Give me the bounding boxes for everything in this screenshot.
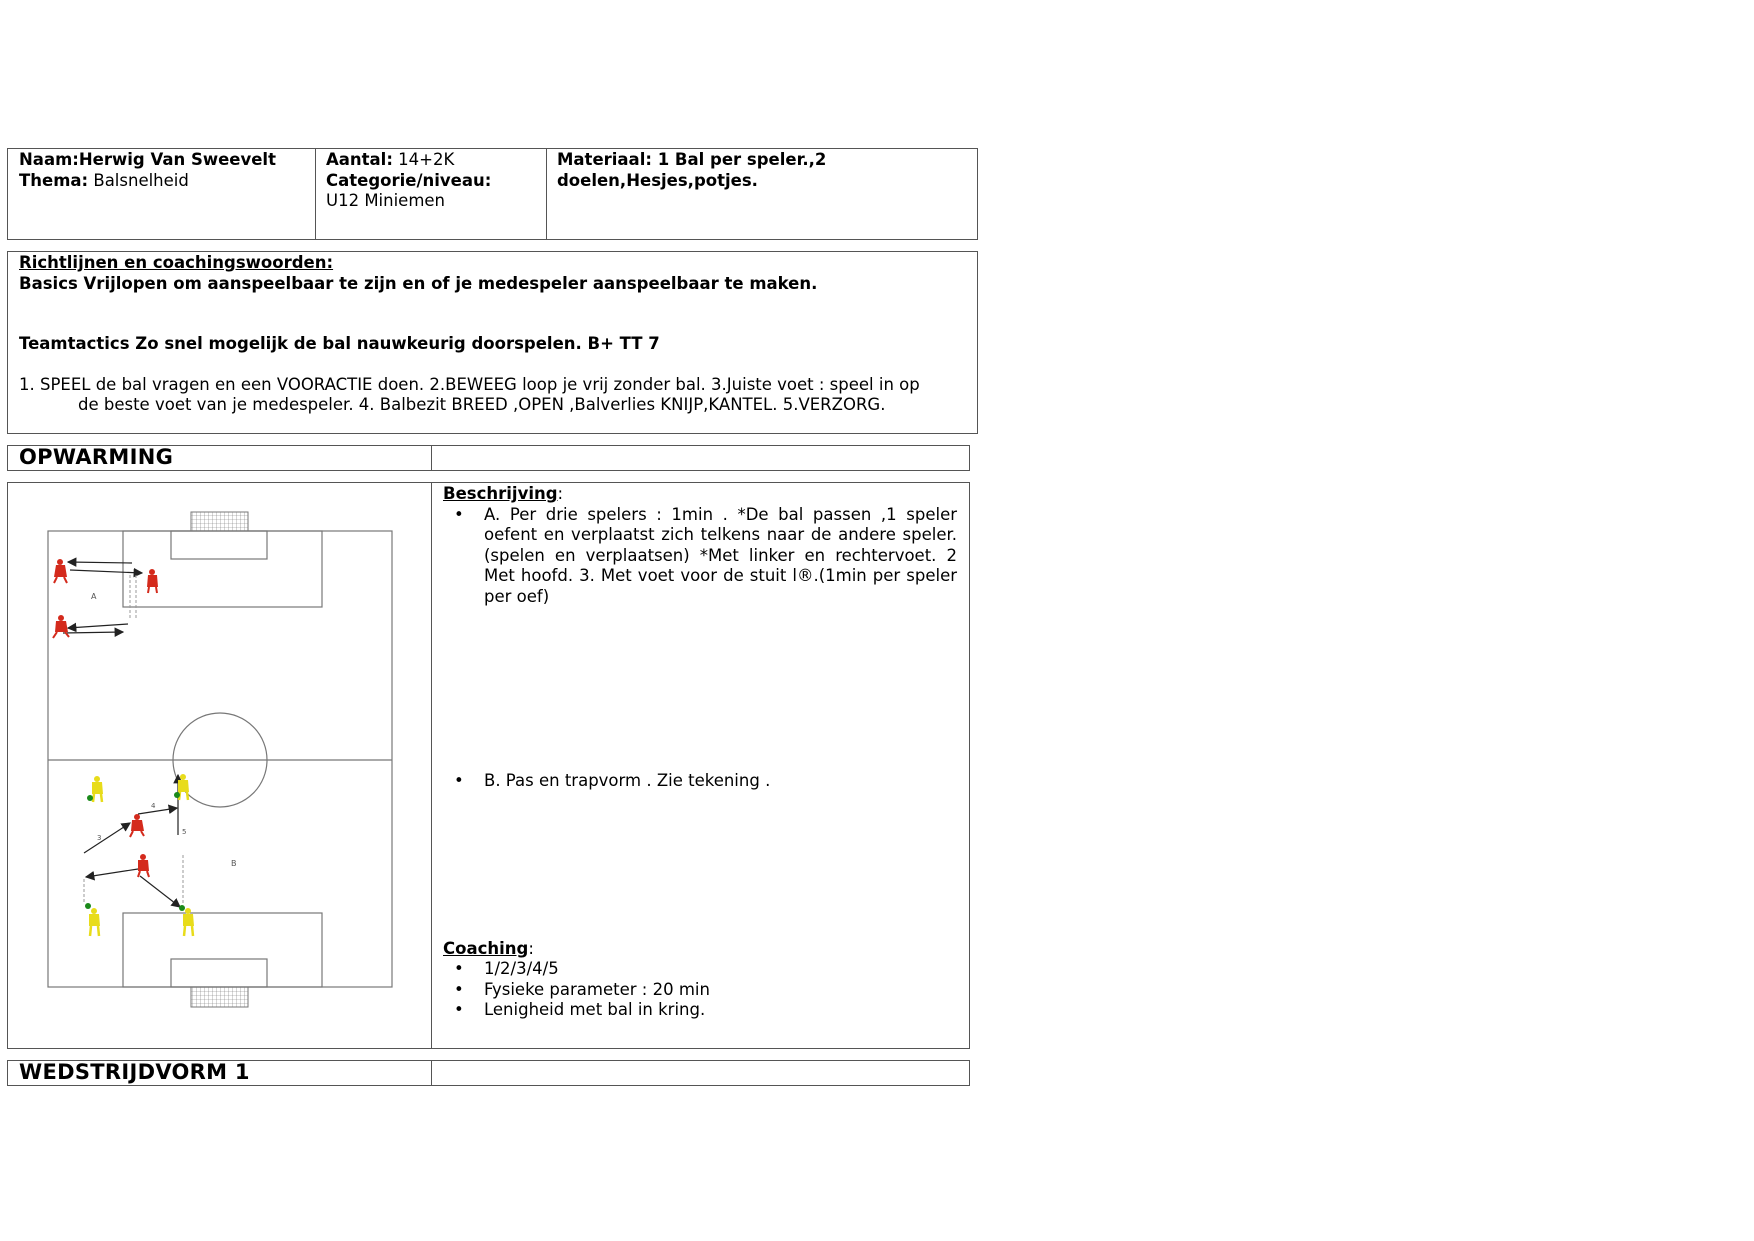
naam-value: Herwig Van Sweevelt (78, 150, 276, 169)
materiaal-line2: doelen,Hesjes,potjes. (557, 170, 758, 190)
richtlijnen-title: Richtlijnen en coachingswoorden: (19, 253, 334, 272)
opwarming-content (7, 482, 970, 1049)
thema-label: Thema: (19, 170, 89, 190)
categorie-label: Categorie/niveau: (326, 170, 492, 190)
item-b: • B. Pas en trapvorm . Zie tekening . (484, 771, 957, 792)
bottom-goal-area (171, 959, 267, 987)
wedstrijdvorm-title: WEDSTRIJDVORM 1 (19, 1060, 250, 1084)
opwarming-header (7, 445, 970, 471)
red-player (147, 569, 158, 593)
points-line1: 1. SPEEL de bal vragen en een VOORACTIE doen. 2.BEWEEG loop je vrij zonder bal. 3.Juiste voet : speel in op (19, 374, 920, 394)
beschrijving-list (443, 505, 957, 792)
coaching-list (443, 959, 957, 1021)
aantal-label: Aantal: (326, 150, 393, 169)
red-player (54, 559, 67, 583)
categorie-value: U12 Miniemen (326, 191, 446, 210)
pass-arrow (84, 823, 130, 853)
top-goal-net (191, 512, 248, 531)
bottom-penalty-area (123, 913, 322, 987)
field-outline (48, 531, 392, 987)
coaching-item: • 1/2/3/4/5 (484, 959, 957, 980)
top-goal-area (171, 531, 267, 559)
number-4: 4 (151, 802, 156, 810)
zone-a-label: A (91, 592, 97, 601)
beschrijving-label: Beschrijving (443, 484, 558, 503)
yellow-player (179, 905, 194, 936)
pass-arrow (140, 876, 180, 907)
aantal-value: 14+2K (392, 150, 455, 169)
pass-arrow (138, 808, 177, 814)
opwarming-title: OPWARMING (19, 445, 174, 469)
coaching-item: • Lenigheid met bal in kring. (484, 1000, 957, 1021)
pass-arrow (68, 624, 128, 628)
yellow-player (85, 903, 100, 936)
naam-cell (19, 150, 309, 191)
points-line2: de beste voet van je medespeler. 4. Balbezit BREED ,OPEN ,Balverlies KNIJP,KANTEL. 5.VERZORG. (78, 395, 886, 414)
item-a: • A. Per drie spelers : 1min . *De bal passen ,1 speler oefent en verplaatst zich telkens naar de andere speler. (spelen en verplaatsen) *Met linker en rechtervoet. 2 Met hoofd. 3. Met voet voor de stuit l®.(1min per speler per oef) (484, 505, 957, 608)
wedstrijdvorm-header (7, 1060, 970, 1086)
teamtactics-text: Teamtactics Zo snel mogelijk de bal nauwkeurig doorspelen. B+ TT 7 (19, 334, 660, 353)
aantal-cell (326, 150, 541, 212)
thema-value: Balsnelheid (88, 170, 189, 190)
number-3: 3 (97, 834, 102, 842)
red-player (130, 814, 144, 837)
red-player (53, 615, 69, 638)
coaching-label: Coaching (443, 938, 529, 958)
number-5: 5 (182, 828, 187, 836)
top-penalty-area (123, 531, 322, 607)
materiaal-line1: Materiaal: 1 Bal per speler.,2 (557, 150, 827, 169)
basics-text: Basics Vrijlopen om aanspeelbaar te zijn en of je medespeler aanspeelbaar te maken. (19, 273, 818, 293)
bottom-goal-net (191, 987, 248, 1007)
richtlijnen-box (7, 251, 978, 434)
materiaal-cell (557, 150, 967, 191)
pass-arrow (70, 570, 142, 573)
red-player (138, 854, 149, 877)
zone-b-label: B (231, 859, 237, 868)
yellow-player (87, 776, 103, 802)
naam-label: Naam: (19, 150, 79, 169)
header-table (7, 148, 978, 240)
field-diagram (8, 483, 431, 1048)
pass-arrow (63, 632, 123, 633)
pass-arrow (86, 869, 138, 877)
description-column: Beschrijving: • A. Per drie spelers : 1min . *De bal passen ,1 speler oefent en verplaatst zich telkens naar de andere speler. (spelen en verplaatsen) *Met linker en rechtervoet. 2 Met hoofd. 3. Met voet voor de stuit l®.(1min per speler per oef) • B. Pas en trapvorm . Zie tekening . Coaching: • 1/2/3/4/5 • Fysieke parameter : 20 min • Lenigheid met bal in kring. (443, 484, 957, 1021)
coaching-item: • Fysieke parameter : 20 min (484, 980, 957, 1001)
